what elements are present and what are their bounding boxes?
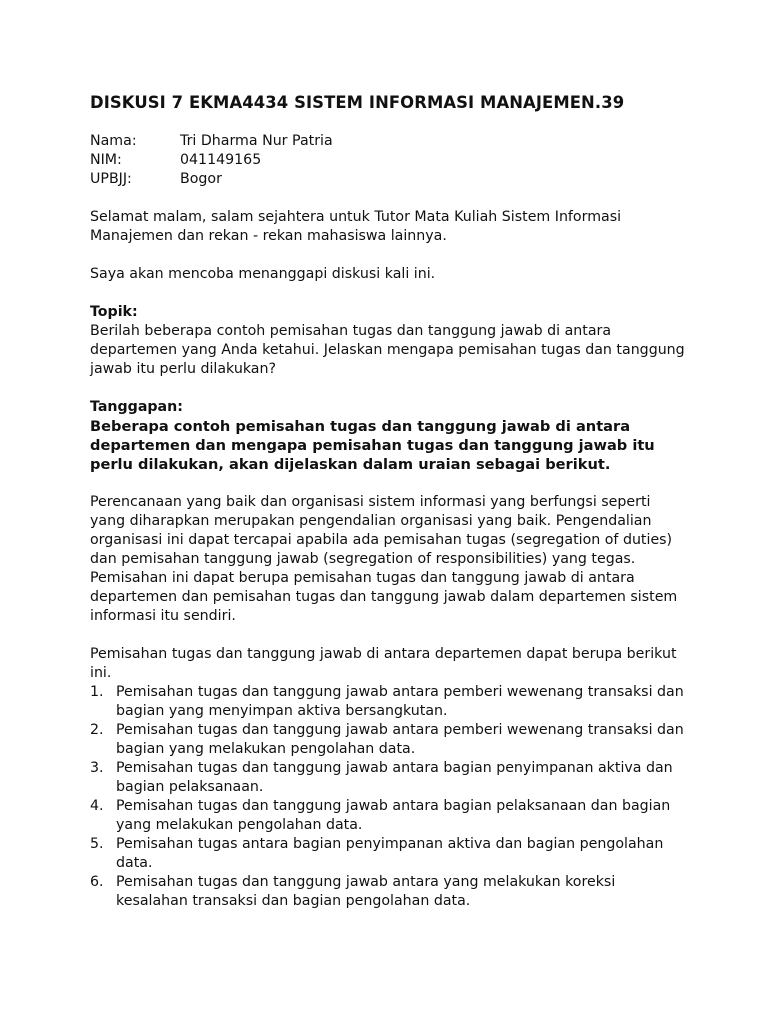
list-item-number: 1. [90, 684, 104, 700]
info-value: Tri Dharma Nur Patria [180, 133, 333, 149]
list-item [90, 797, 690, 835]
list-section [90, 645, 690, 911]
numbered-list [90, 683, 690, 911]
info-value: 041149165 [180, 152, 262, 168]
topic-text: Berilah beberapa contoh pemisahan tugas dan tanggung jawab di antara departemen yang Anda ketahui. Jelaskan mengapa pemisahan tugas dan tanggung jawab itu perlu dilakukan? [90, 323, 685, 377]
intro-paragraph: Saya akan mencoba menanggapi diskusi kali ini. [90, 266, 436, 282]
info-label: Nama: [90, 133, 137, 149]
list-item [90, 721, 690, 759]
topic-section [90, 303, 690, 379]
list-item [90, 873, 690, 911]
body-paragraph: Perencanaan yang baik dan organisasi sistem informasi yang berfungsi seperti yang diharapkan merupakan pengendalian organisasi yang baik. Pengendalian organisasi ini dapat tercapai apabila ada pemisahan tugas (segregation of duties) dan pemisahan tanggung jawab (segregation of responsibilities) yang tegas. Pemisahan ini dapat berupa pemisahan tugas dan tanggung jawab di antara departemen dan pemisahan tugas dan tanggung jawab dalam departemen sistem informasi itu sendiri. [90, 494, 678, 624]
list-item-number: 2. [90, 722, 104, 738]
list-item [90, 683, 690, 721]
document-title: DISKUSI 7 EKMA4434 SISTEM INFORMASI MANAJEMEN.39 [90, 93, 625, 112]
list-intro: Pemisahan tugas dan tanggung jawab di antara departemen dapat berupa berikut ini. [90, 646, 677, 681]
info-value: Bogor [180, 171, 222, 187]
list-item-text: Pemisahan tugas dan tanggung jawab antara bagian pelaksanaan dan bagian yang melakukan pengolahan data. [116, 798, 671, 833]
list-item-text: Pemisahan tugas dan tanggung jawab antara bagian penyimpanan aktiva dan bagian pelaksanaan. [116, 760, 673, 795]
list-item-text: Pemisahan tugas dan tanggung jawab antara yang melakukan koreksi kesalahan transaksi dan bagian pengolahan data. [116, 874, 616, 909]
topic-heading: Topik: [90, 304, 138, 320]
info-row-nim [90, 151, 333, 170]
list-item [90, 835, 690, 873]
list-item-number: 3. [90, 760, 104, 776]
list-item-text: Pemisahan tugas dan tanggung jawab antara pemberi wewenang transaksi dan bagian yang menyimpan aktiva bersangkutan. [116, 684, 684, 719]
list-item-number: 6. [90, 874, 104, 890]
student-info-table [90, 132, 333, 189]
response-summary: Beberapa contoh pemisahan tugas dan tanggung jawab di antara departemen dan mengapa pemisahan tugas dan tanggung jawab itu perlu dilakukan, akan dijelaskan dalam uraian sebagai berikut. [90, 418, 655, 473]
info-row-name [90, 132, 333, 151]
greeting-paragraph: Selamat malam, salam sejahtera untuk Tutor Mata Kuliah Sistem Informasi Manajemen dan rekan - rekan mahasiswa lainnya. [90, 209, 622, 244]
response-heading: Tanggapan: [90, 399, 183, 415]
list-item-text: Pemisahan tugas antara bagian penyimpanan aktiva dan bagian pengolahan data. [116, 836, 664, 871]
list-item [90, 759, 690, 797]
list-item-text: Pemisahan tugas dan tanggung jawab antara pemberi wewenang transaksi dan bagian yang melakukan pengolahan data. [116, 722, 684, 757]
document-page [90, 92, 690, 911]
info-row-upbjj [90, 170, 333, 189]
info-label: NIM: [90, 152, 122, 168]
list-item-number: 5. [90, 836, 104, 852]
info-label: UPBJJ: [90, 171, 132, 187]
list-item-number: 4. [90, 798, 104, 814]
